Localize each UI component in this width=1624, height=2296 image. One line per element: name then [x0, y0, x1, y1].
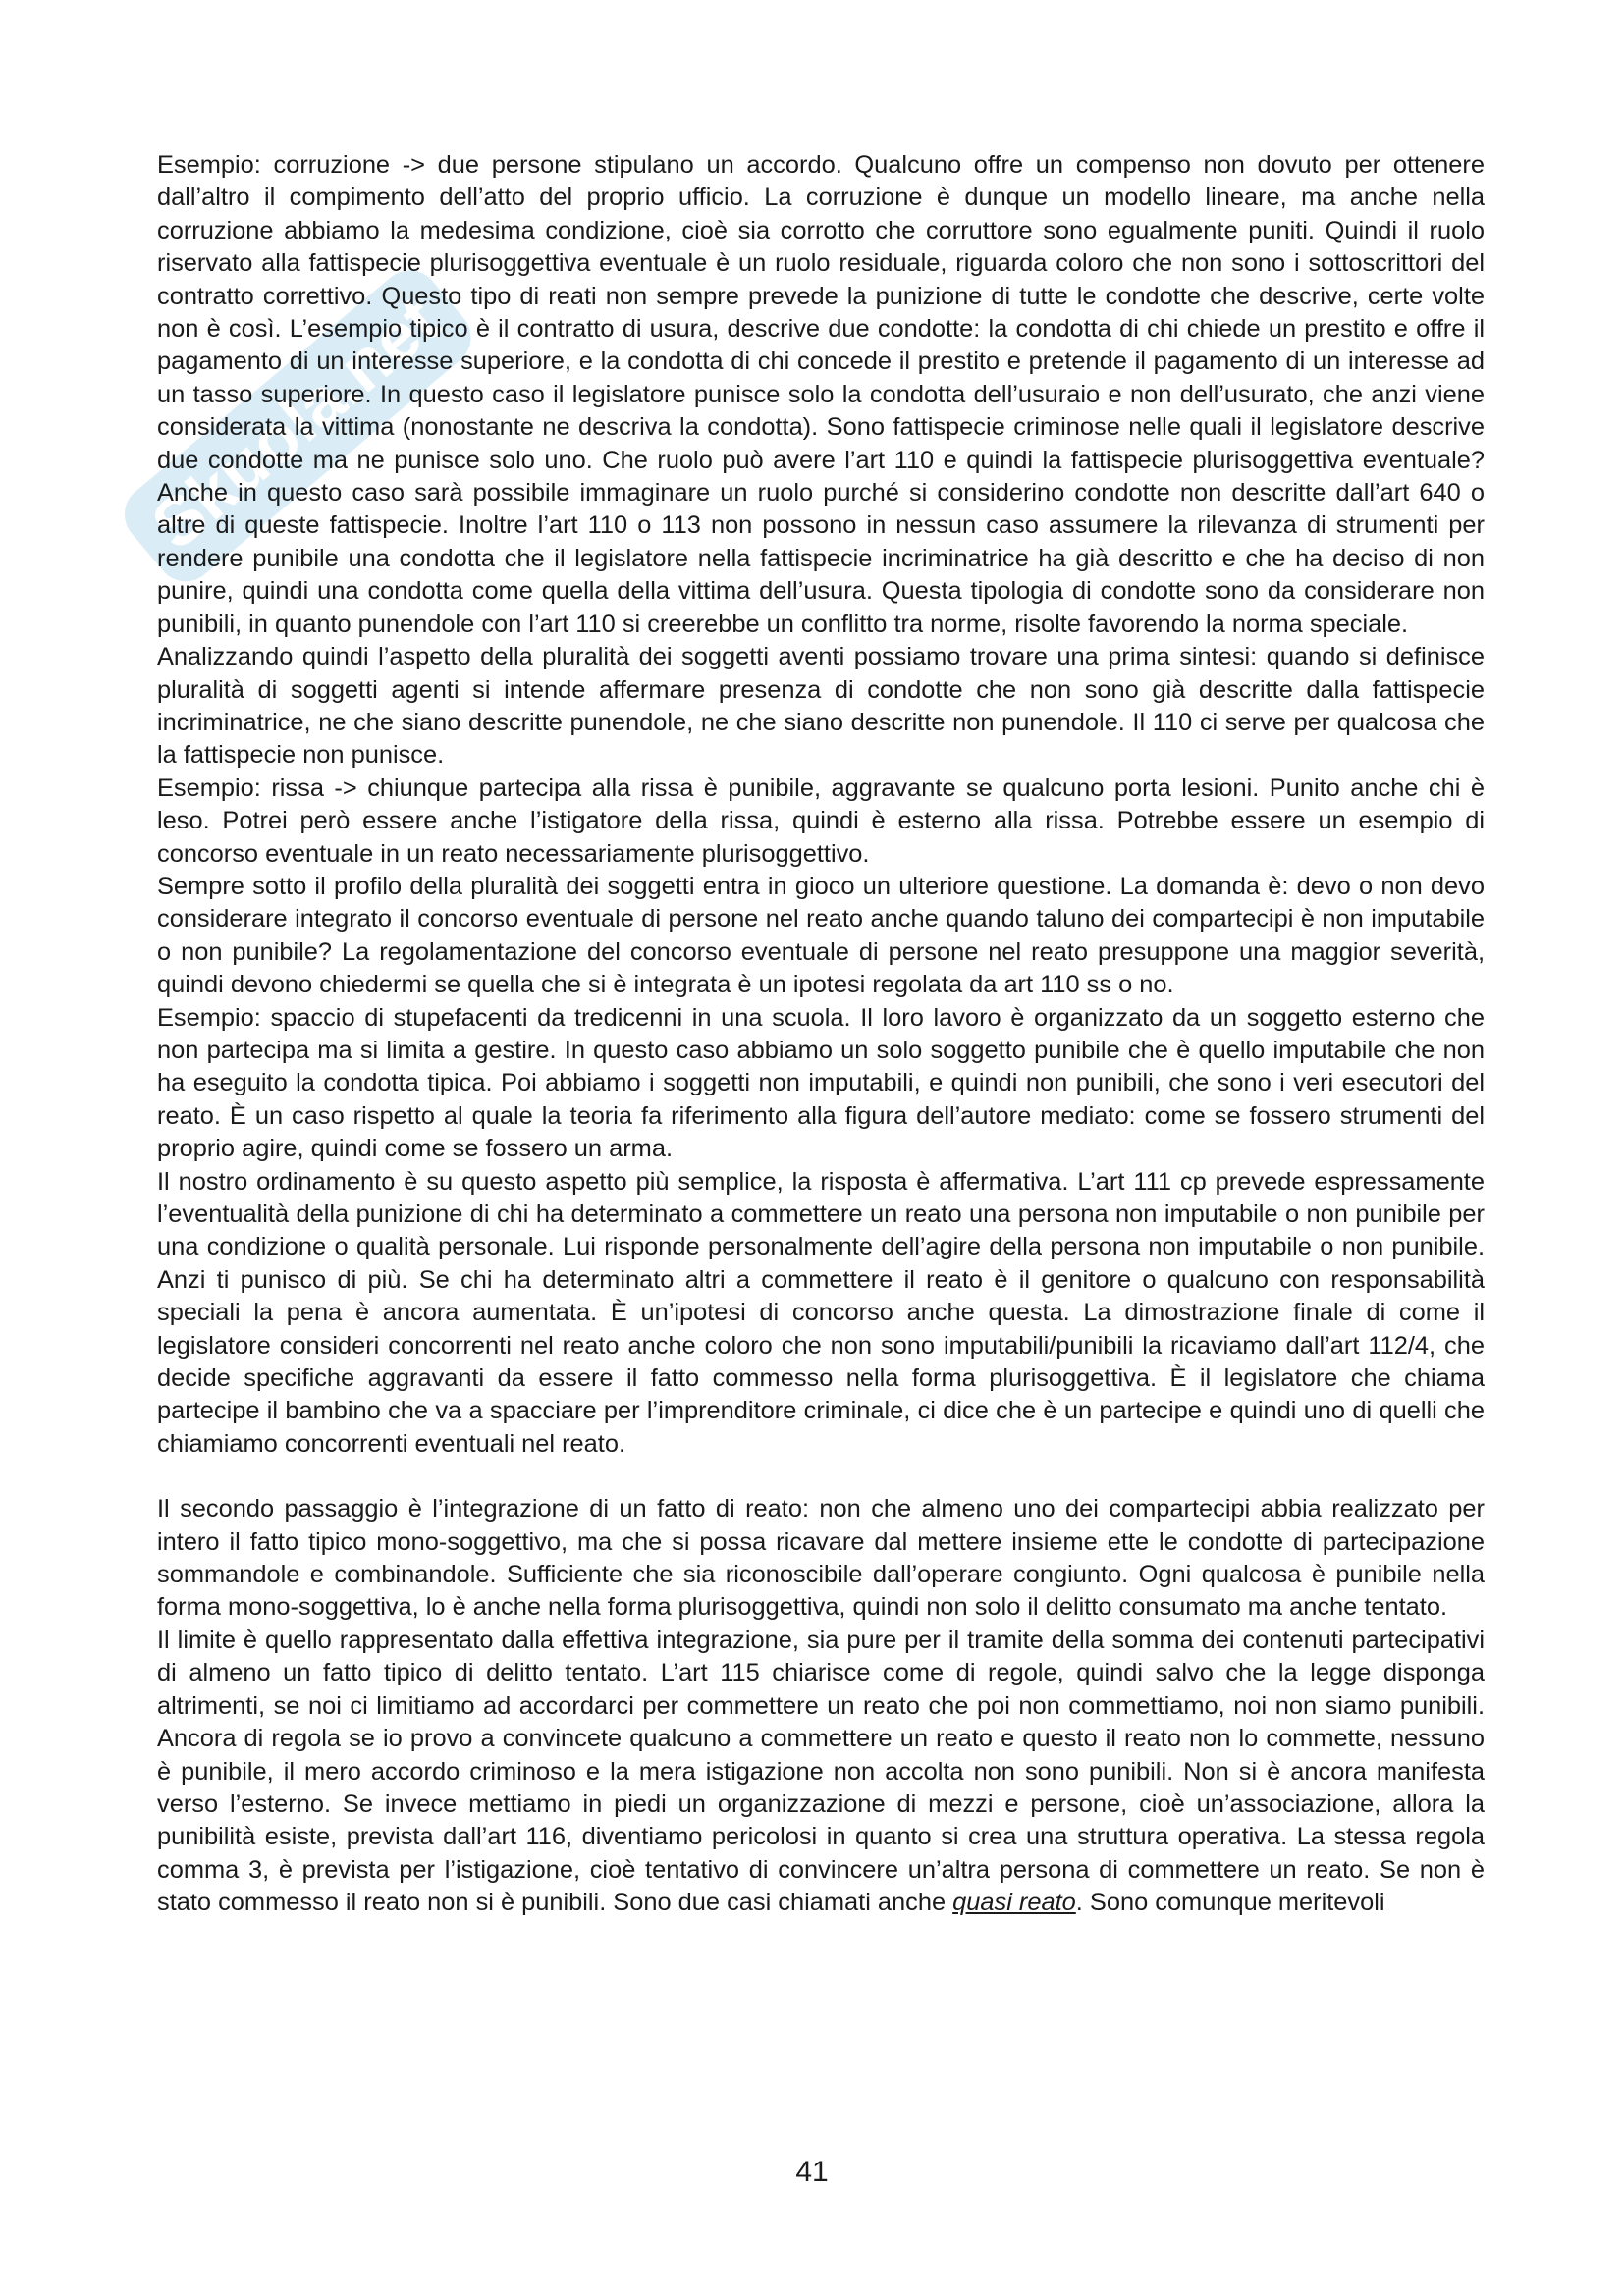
paragraph-6: Il nostro ordinamento è su questo aspetto più semplice, la risposta è affermativa. L’art 111 cp prevede espressamente l’eventualità della punizione di chi ha determinato a commettere un reato una persona non imputabile o non punibile per una condizione o qualità personale. Lui risponde personalmente dell’agire della persona non imputabile o non punibile. Anzi ti punisco di più. Se chi ha determinato altri a commettere il reato è il genitore o qualcuno con responsabilità speciali la pena è ancora aumentata. È un’ipotesi di concorso anche questa. La dimostrazione finale di come il legislatore consideri concorrenti nel reato anche coloro che non sono imputabili/punibili la ricaviamo dall’art 112/4, che decide specifiche aggravanti da essere il fatto commesso nella forma plurisoggettiva. È il legislatore che chiama partecipe il bambino che va a spacciare per l’imprenditore criminale, ci dice che è un partecipe e quindi uno di quelli che chiamiamo concorrenti eventuali nel reato.: [157, 1167, 1485, 1458]
paragraph-7: Il secondo passaggio è l’integrazione di un fatto di reato: non che almeno uno dei compartecipi abbia realizzato per intero il fatto tipico mono-soggettivo, ma che si possa ricavare dal mettere insieme ette le condotte di partecipazione sommandole e combinandole. Sufficiente che sia riconoscibile dall’operare congiunto. Ogni qualcosa è punibile nella forma mono-soggettiva, lo è anche nella forma plurisoggettiva, quindi non solo il delitto consumato ma anche tentato.: [157, 1495, 1485, 1622]
paragraph-5: Esempio: spaccio di stupefacenti da tredicenni in una scuola. Il loro lavoro è organizzato da un soggetto esterno che non partecipa ma si limita a gestire. In questo caso abbiamo un solo soggetto punibile che è quello imputabile che non ha eseguito la condotta tipica. Poi abbiamo i soggetti non imputabili, e quindi non punibili, che sono i veri esecutori del reato. È un caso rispetto al quale la teoria fa riferimento alla figura dell’autore mediato: come se fossero strumenti del proprio agire, quindi come se fossero un arma.: [157, 1003, 1485, 1163]
document-body: [157, 149, 1485, 1920]
paragraph-3: Esempio: rissa -> chiunque partecipa alla rissa è punibile, aggravante se qualcuno porta lesioni. Punito anche chi è leso. Potrei però essere anche l’istigatore della rissa, quindi è esterno alla rissa. Potrebbe essere un esempio di concorso eventuale in un reato necessariamente plurisoggettivo.: [157, 774, 1485, 868]
watermark-text: Skuola.net: [136, 282, 454, 564]
page-number: 41: [795, 2156, 829, 2188]
paragraph-1: Esempio: corruzione -> due persone stipulano un accordo. Qualcuno offre un compenso non dovuto per ottenere dall’altro il compimento dell’atto del proprio ufficio. La corruzione è dunque un modello lineare, ma anche nella corruzione abbiamo la medesima condizione, cioè sia corrotto che corruttore sono egualmente puniti. Quindi il ruolo riservato alla fattispecie plurisoggettiva eventuale è un ruolo residuale, riguarda coloro che non sono i sottoscrittori del contratto correttivo. Questo tipo di reati non sempre prevede la punizione di tutte le condotte che descrive, certe volte non è così. L’esempio tipico è il contratto di usura, descrive due condotte: la condotta di chi chiede un prestito e offre il pagamento di un interesse superiore, e la condotta di chi concede il prestito e pretende il pagamento di un interesse ad un tasso superiore. In questo caso il legislatore punisce solo la condotta dell’usuraio e non dell’usurato, che anzi viene considerata la vittima (nonostante ne descriva la condotta). Sono fattispecie criminose nelle quali il legislatore descrive due condotte ma ne punisce solo uno. Che ruolo può avere l’art 110 e quindi la fattispecie plurisoggettiva eventuale? Anche in questo caso sarà possibile immaginare un ruolo purché si considerino condotte non descritte dall’art 640 o altre di queste fattispecie. Inoltre l’art 110 o 113 non possono in nessun caso assumere la rilevanza di strumenti per rendere punibile una condotta che il legislatore nella fattispecie incriminatrice ha già descritto e che ha deciso di non punire, quindi una condotta come quella della vittima dell’usura. Questa tipologia di condotte sono da considerare non punibili, in quanto punendole con l’art 110 si creerebbe un conflitto tra norme, risolte favorendo la norma speciale.: [157, 151, 1485, 638]
quasi-reato-term: quasi reato: [952, 1889, 1076, 1917]
paragraph-8-text: Il limite è quello rappresentato dalla effettiva integrazione, sia pure per il tramite della somma dei contenuti partecipativi di almeno un fatto tipico di delitto tentato. L’art 115 chiarisce come di regole, quindi salvo che la legge disponga altrimenti, se noi ci limitiamo ad accordarci per commettere un reato che poi non commettiamo, noi non siamo punibili. Ancora di regola se io provo a convincete qualcuno a commettere un reato e questo il reato non lo commette, nessuno è punibile, il mero accordo criminoso e la mera istigazione non accolta non sono punibili. Non si è ancora manifesta verso l’esterno. Se invece mettiamo in piedi un organizzazione di mezzi e persone, cioè un’associazione, allora la punibilità esiste, prevista dall’art 116, diventiamo pericolosi in quanto si crea una struttura operativa. La stessa regola comma 3, è prevista per l’istigazione, cioè tentativo di convincere un’altra persona di commettere un reato. Se non è stato commesso il reato non si è punibili. Sono due casi chiamati anche: [157, 1626, 1485, 1917]
paragraph-2: Analizzando quindi l’aspetto della pluralità dei soggetti aventi possiamo trovare una prima sintesi: quando si definisce pluralità di soggetti agenti si intende affermare presenza di condotte che non sono già descritte dalla fattispecie incriminatrice, ne che siano descritte punendole, ne che siano descritte non punendole. Il 110 ci serve per qualcosa che la fattispecie non punisce.: [157, 643, 1485, 770]
paragraph-8-tail: . Sono comunque meritevoli: [1075, 1889, 1385, 1917]
paragraph-4: Sempre sotto il profilo della pluralità dei soggetti entra in gioco un ulteriore questione. La domanda è: devo o non devo considerare integrato il concorso eventuale di persone nel reato anche quando taluno dei compartecipi è non imputabile o non punibile? La regolamentazione del concorso eventuale di persone nel reato presuppone una maggior severità, quindi devono chiedermi se quella che si è integrata è un ipotesi regolata da art 110 ss o no.: [157, 872, 1485, 999]
paragraph-8: [157, 1625, 1485, 1920]
